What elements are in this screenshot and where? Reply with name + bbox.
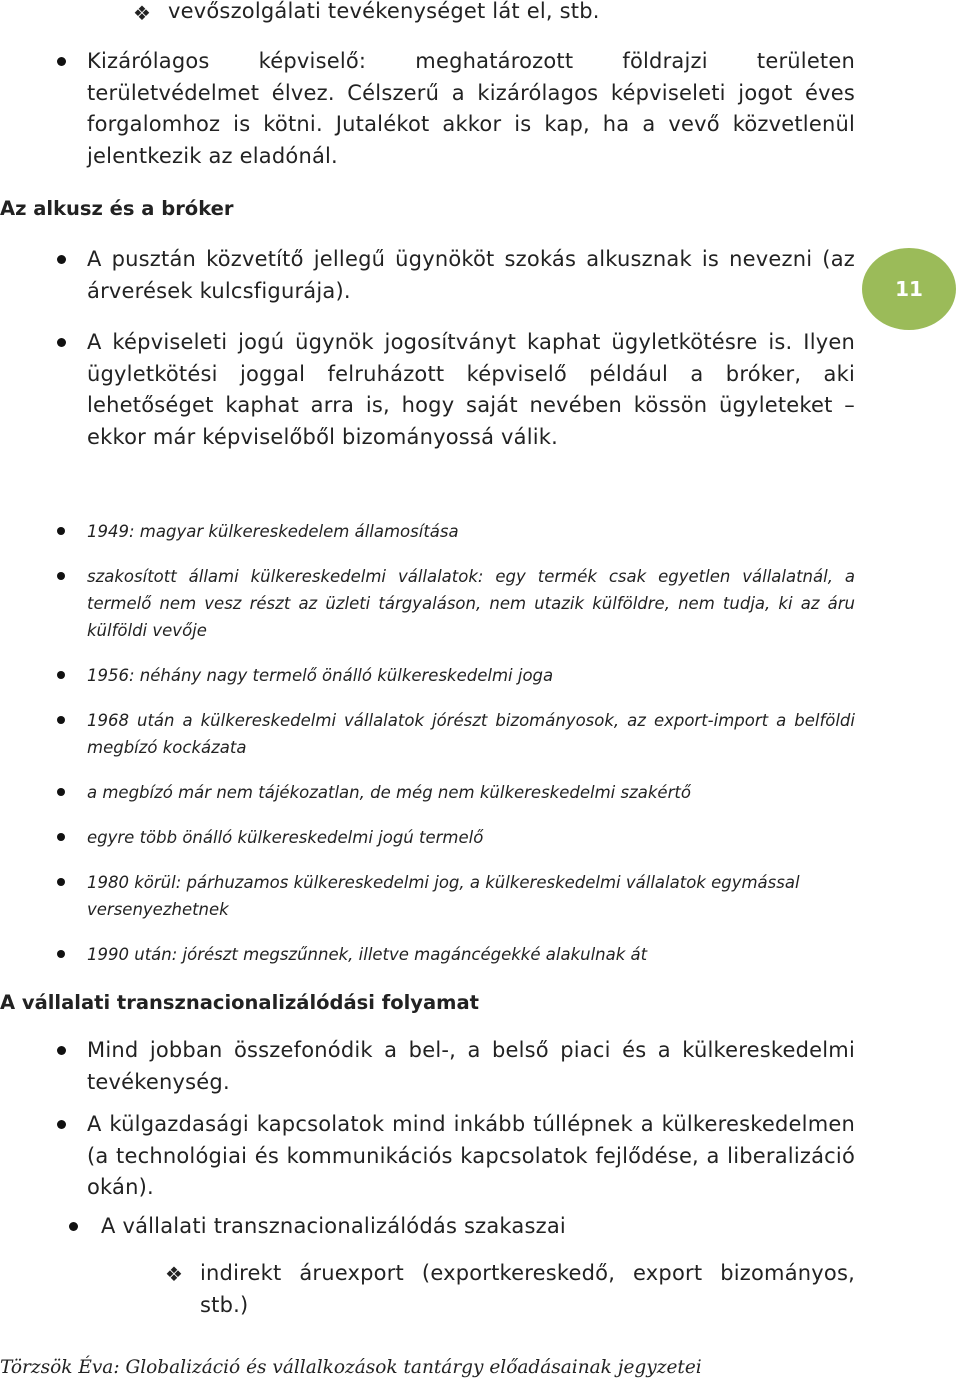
section-heading: Az alkusz és a bróker [0,197,234,220]
list-item: indirekt áruexport (exportkereskedő, export bizományos, stb.) [200,1261,855,1317]
list-item: Kizárólagos képviselő: meghatározott földrajzi területen területvédelmet élvez. Célszerű a kizárólagos képviseleti jogot éves forgalomhoz is kötni. Jutalékot akkor is kap, ha a vevő közvetlenül jelentkezik az eladónál. [87,49,855,168]
bullet-icon [57,572,65,580]
list-item: A pusztán közvetítő jellegű ügynököt szokás alkusznak is nevezni (az árverések kulcsfigurája). [87,247,855,303]
bullet-icon [57,950,65,958]
list-item: 1980 körül: párhuzamos külkereskedelmi jog, a külkereskedelmi vállalatok egymással versenyezhetnek [87,873,800,919]
list-item: 1968 után a külkereskedelmi vállalatok jórészt bizományosok, az export-import a belföldi megbízó kockázata [87,711,855,757]
page-footer: Törzsök Éva: Globalizáció és vállalkozások tantárgy előadásainak jegyzetei [0,1357,702,1378]
list-item: A külgazdasági kapcsolatok mind inkább túllépnek a külkereskedelmen (a technológiai és kommunikációs kapcsolatok fejlődése, a liberalizáció okán). [87,1112,855,1199]
bullet-icon [57,1046,66,1055]
bullet-icon [57,878,65,886]
bullet-icon [57,833,65,841]
list-item: Mind jobban összefonódik a bel-, a belső piaci és a külkereskedelmi tevékenység. [87,1038,855,1094]
list-item: vevőszolgálati tevékenységet lát el, stb. [168,0,600,23]
list-item: A vállalati transznacionalizálódás szakaszai [101,1214,566,1238]
bullet-icon [57,1120,66,1129]
diamond-bullet-icon: ❖ [133,1,151,25]
bullet-icon [57,788,65,796]
bullet-icon [57,338,66,347]
list-item: a megbízó már nem tájékozatlan, de még nem külkereskedelmi szakértő [87,783,691,802]
bullet-icon [57,671,65,679]
section-heading: A vállalati transznacionalizálódási folyamat [0,991,479,1014]
diamond-bullet-icon: ❖ [165,1262,183,1286]
page-number-badge: 11 [862,248,956,330]
bullet-icon [57,255,66,264]
bullet-icon [69,1222,78,1231]
list-item: A képviseleti jogú ügynök jogosítványt kaphat ügyletkötésre is. Ilyen ügyletkötési joggal felruházott képviselő például a bróker, aki lehetőséget kaphat arra is, hogy saját nevében kössön ügyleteket – ekkor már képviselőből bizományossá válik. [87,330,855,449]
bullet-icon [57,716,65,724]
list-item: 1990 után: jórészt megszűnnek, illetve magáncégekké alakulnak át [87,945,648,964]
list-item: 1949: magyar külkereskedelem államosítása [87,522,459,541]
list-item: szakosított állami külkereskedelmi vállalatok: egy termék csak egyetlen vállalatnál, a termelő nem vesz részt az üzleti tárgyaláson, nem utazik külföldre, nem tudja, ki az áru külföldi vevője [87,567,855,640]
list-item: egyre több önálló külkereskedelmi jogú termelő [87,828,484,847]
bullet-icon [57,527,65,535]
bullet-icon [57,57,66,66]
list-item: 1956: néhány nagy termelő önálló külkereskedelmi joga [87,666,554,685]
